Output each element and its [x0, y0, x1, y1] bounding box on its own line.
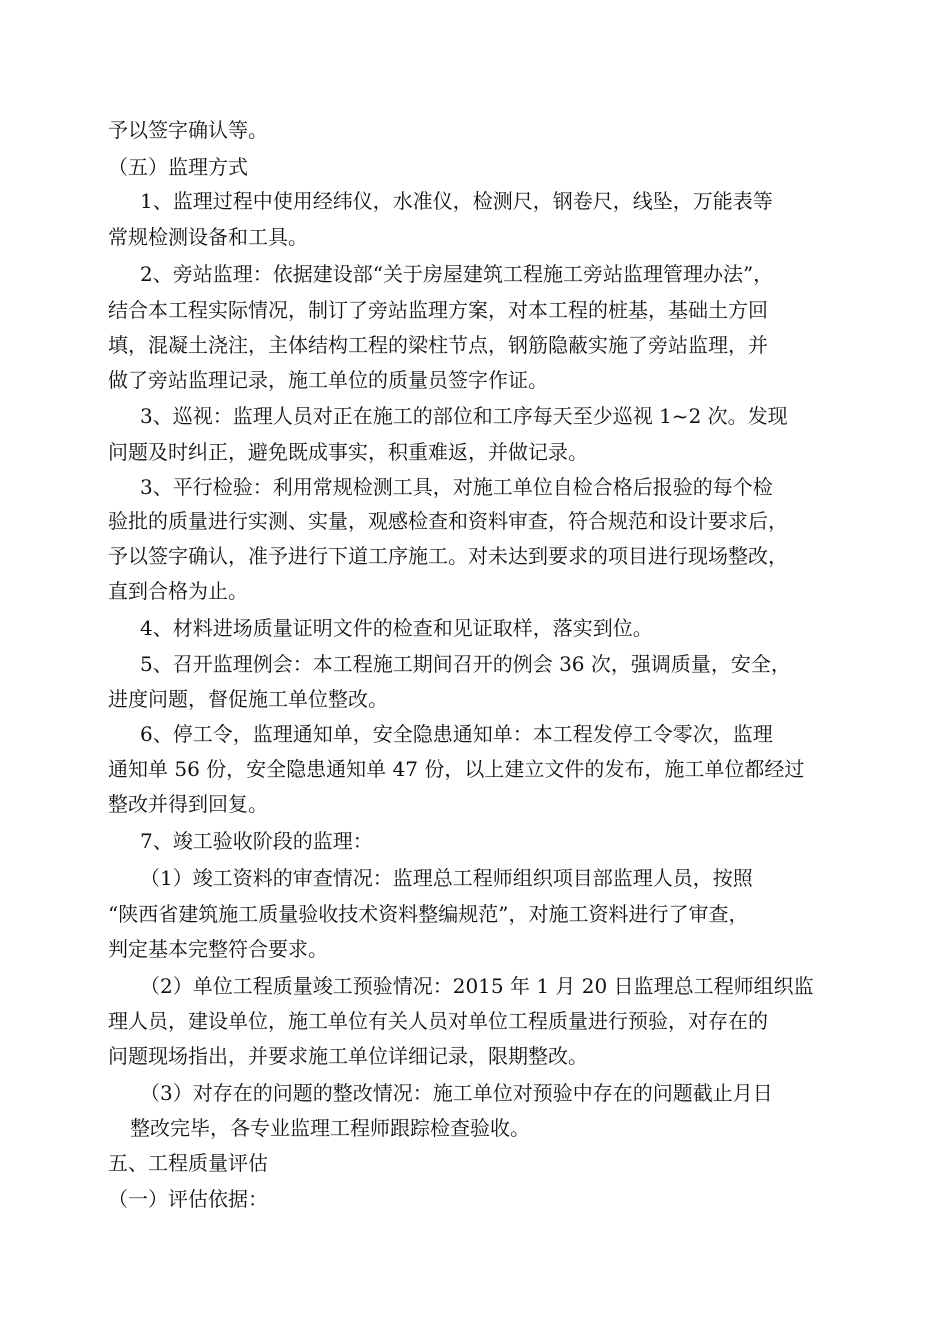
text-line: （1）竣工资料的审查情况：监理总工程师组织项目部监理人员，按照: [140, 866, 753, 890]
text-line: 做了旁站监理记录，施工单位的质量员签字作证。: [108, 368, 548, 392]
text-line: 整改并得到回复。: [108, 792, 268, 816]
text-line: 填，混凝土浇注，主体结构工程的梁柱节点，钢筋隐蔽实施了旁站监理，并: [108, 333, 768, 357]
text-line: 验批的质量进行实测、实量，观感检查和资料审查，符合规范和设计要求后，: [108, 509, 788, 533]
text-line: “陕西省建筑施工质量验收技术资料整编规范”，对施工资料进行了审查，: [108, 902, 749, 926]
text-line: 通知单 56 份，安全隐患通知单 47 份，以上建立文件的发布，施工单位都经过: [108, 757, 805, 781]
text-line: 1、监理过程中使用经纬仪，水准仪，检测尺，钢卷尺，线坠，万能表等: [140, 189, 773, 213]
text-line: 6、停工令，监理通知单，安全隐患通知单：本工程发停工令零次，监理: [140, 722, 773, 746]
text-line: 理人员，建设单位，施工单位有关人员对单位工程质量进行预验，对存在的: [108, 1009, 768, 1033]
text-line: 2、旁站监理：依据建设部“关于房屋建筑工程施工旁站监理管理办法”，: [140, 262, 774, 286]
text-line: 3、巡视：监理人员对正在施工的部位和工序每天至少巡视 1~2 次。发现: [140, 404, 788, 428]
section-heading: （一）评估依据：: [108, 1187, 268, 1211]
text-line: 4、材料进场质量证明文件的检查和见证取样，落实到位。: [140, 616, 653, 640]
text-line: 直到合格为止。: [108, 579, 248, 603]
text-line: 5、召开监理例会：本工程施工期间召开的例会 36 次，强调质量，安全，: [140, 652, 791, 676]
chapter-heading: 五、工程质量评估: [108, 1151, 268, 1175]
text-line: 判定基本完整符合要求。: [108, 937, 328, 961]
text-line: （3）对存在的问题的整改情况：施工单位对预验中存在的问题截止月日: [140, 1081, 773, 1105]
text-line: 问题现场指出，并要求施工单位详细记录，限期整改。: [108, 1044, 588, 1068]
section-heading: （五）监理方式: [108, 155, 248, 179]
text-line: 予以签字确认等。: [108, 118, 268, 142]
text-line: 问题及时纠正，避免既成事实，积重难返，并做记录。: [108, 440, 588, 464]
text-line: 7、竣工验收阶段的监理：: [140, 829, 373, 853]
text-line: 予以签字确认，准予进行下道工序施工。对未达到要求的项目进行现场整改，: [108, 544, 788, 568]
text-line: 结合本工程实际情况，制订了旁站监理方案，对本工程的桩基，基础土方回: [108, 298, 768, 322]
text-line: 进度问题，督促施工单位整改。: [108, 687, 388, 711]
text-line: 常规检测设备和工具。: [108, 225, 308, 249]
text-line: 整改完毕，各专业监理工程师跟踪检查验收。: [130, 1116, 530, 1140]
text-line: （2）单位工程质量竣工预验情况：2015 年 1 月 20 日监理总工程师组织监: [140, 974, 814, 998]
text-line: 3、平行检验：利用常规检测工具，对施工单位自检合格后报验的每个检: [140, 475, 773, 499]
